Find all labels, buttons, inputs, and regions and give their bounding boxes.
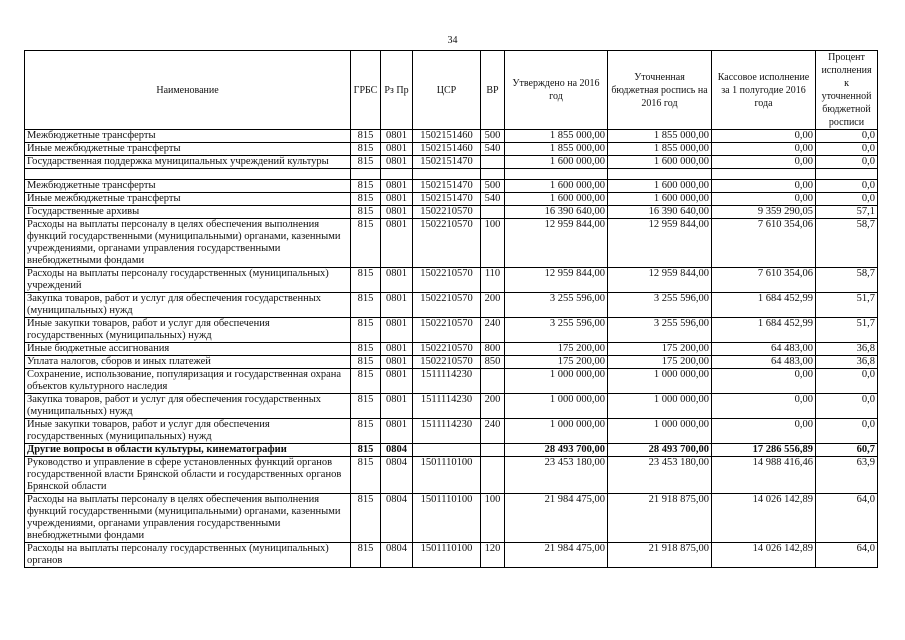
cell-grbs: 815 (351, 343, 381, 356)
cell-vr (481, 444, 505, 457)
cell-vr: 500 (481, 130, 505, 143)
cell-name: Другие вопросы в области культуры, кинематографии (25, 444, 351, 457)
table-row (25, 180, 878, 193)
cell-cash: 0,00 (712, 193, 816, 206)
cell-name: Межбюджетные трансферты (25, 180, 351, 193)
cell-name: Государственные архивы (25, 206, 351, 219)
cell-cash: 0,00 (712, 143, 816, 156)
cell-csr: 1502210570 (413, 318, 481, 343)
cell-refined: 3 255 596,00 (608, 293, 712, 318)
cell-percent: 0,0 (816, 180, 878, 193)
cell-cash: 0,00 (712, 394, 816, 419)
cell-percent: 36,8 (816, 356, 878, 369)
cell-percent: 60,7 (816, 444, 878, 457)
cell-csr: 1502151470 (413, 156, 481, 169)
cell-name: Иные межбюджетные трансферты (25, 143, 351, 156)
table-row (25, 457, 878, 494)
cell-name: Закупка товаров, работ и услуг для обеспечения государственных (муниципальных) нужд (25, 394, 351, 419)
cell-approved: 12 959 844,00 (505, 219, 608, 268)
cell-approved: 1 600 000,00 (505, 193, 608, 206)
cell-percent: 63,9 (816, 457, 878, 494)
cell-cash: 0,00 (712, 130, 816, 143)
cell-rzpr: 0801 (381, 143, 413, 156)
cell-cash: 64 483,00 (712, 343, 816, 356)
cell-approved: 1 600 000,00 (505, 180, 608, 193)
cell-vr: 850 (481, 356, 505, 369)
cell-rzpr: 0801 (381, 268, 413, 293)
cell-rzpr: 0801 (381, 343, 413, 356)
spacer-cell (481, 169, 505, 180)
table-row (25, 444, 878, 457)
cell-vr: 100 (481, 219, 505, 268)
table-row (25, 219, 878, 268)
cell-refined: 23 453 180,00 (608, 457, 712, 494)
cell-approved: 1 600 000,00 (505, 156, 608, 169)
cell-refined: 1 600 000,00 (608, 180, 712, 193)
cell-name: Уплата налогов, сборов и иных платежей (25, 356, 351, 369)
header-refined: Уточненная бюджетная роспись на 2016 год (608, 51, 712, 130)
cell-csr: 1502151460 (413, 130, 481, 143)
cell-name: Государственная поддержка муниципальных учреждений культуры (25, 156, 351, 169)
header-rzpr: Рз Пр (381, 51, 413, 130)
table-row (25, 193, 878, 206)
cell-grbs: 815 (351, 318, 381, 343)
cell-csr: 1502151470 (413, 193, 481, 206)
cell-name: Иные закупки товаров, работ и услуг для обеспечения государственных (муниципальных) нужд (25, 318, 351, 343)
cell-refined: 1 600 000,00 (608, 156, 712, 169)
cell-percent: 51,7 (816, 293, 878, 318)
cell-approved: 1 000 000,00 (505, 369, 608, 394)
cell-vr (481, 156, 505, 169)
header-name: Наименование (25, 51, 351, 130)
cell-rzpr: 0804 (381, 494, 413, 543)
cell-vr: 200 (481, 394, 505, 419)
cell-percent: 0,0 (816, 419, 878, 444)
table-row (25, 343, 878, 356)
cell-cash: 7 610 354,06 (712, 268, 816, 293)
cell-percent: 64,0 (816, 494, 878, 543)
spacer-cell (505, 169, 608, 180)
header-grbs: ГРБС (351, 51, 381, 130)
header-approved: Утверждено на 2016 год (505, 51, 608, 130)
cell-csr: 1502151470 (413, 180, 481, 193)
cell-rzpr: 0801 (381, 219, 413, 268)
table-row (25, 356, 878, 369)
header-percent: Процент исполнения к уточненной бюджетной росписи (816, 51, 878, 130)
table-row (25, 494, 878, 543)
cell-refined: 1 855 000,00 (608, 143, 712, 156)
cell-grbs: 815 (351, 419, 381, 444)
cell-refined: 12 959 844,00 (608, 219, 712, 268)
table-header-row (25, 51, 878, 130)
cell-rzpr: 0801 (381, 394, 413, 419)
table-row (25, 130, 878, 143)
cell-approved: 175 200,00 (505, 356, 608, 369)
cell-grbs: 815 (351, 444, 381, 457)
cell-percent: 0,0 (816, 130, 878, 143)
cell-name: Закупка товаров, работ и услуг для обеспечения государственных (муниципальных) нужд (25, 293, 351, 318)
cell-vr: 200 (481, 293, 505, 318)
cell-rzpr: 0801 (381, 180, 413, 193)
cell-grbs: 815 (351, 394, 381, 419)
cell-csr: 1502151460 (413, 143, 481, 156)
cell-name: Расходы на выплаты персоналу в целях обеспечения выполнения функций государственными (муниципальными) органами, казенными учреждениями, органами управления государственными внебюджетными фондами (25, 219, 351, 268)
cell-approved: 21 984 475,00 (505, 543, 608, 568)
cell-cash: 0,00 (712, 156, 816, 169)
cell-rzpr: 0801 (381, 356, 413, 369)
cell-cash: 0,00 (712, 180, 816, 193)
cell-name: Сохранение, использование, популяризация и государственная охрана объектов культурного наследия (25, 369, 351, 394)
cell-refined: 1 855 000,00 (608, 130, 712, 143)
table-row (25, 206, 878, 219)
cell-rzpr: 0804 (381, 444, 413, 457)
cell-grbs: 815 (351, 494, 381, 543)
cell-approved: 16 390 640,00 (505, 206, 608, 219)
cell-csr: 1511114230 (413, 369, 481, 394)
table-row (25, 369, 878, 394)
cell-grbs: 815 (351, 356, 381, 369)
table-row (25, 318, 878, 343)
cell-rzpr: 0804 (381, 543, 413, 568)
cell-grbs: 815 (351, 206, 381, 219)
cell-rzpr: 0804 (381, 457, 413, 494)
cell-vr (481, 457, 505, 494)
cell-percent: 0,0 (816, 193, 878, 206)
cell-approved: 23 453 180,00 (505, 457, 608, 494)
cell-refined: 1 000 000,00 (608, 394, 712, 419)
cell-grbs: 815 (351, 268, 381, 293)
header-vr: ВР (481, 51, 505, 130)
cell-refined: 1 000 000,00 (608, 419, 712, 444)
cell-csr: 1502210570 (413, 356, 481, 369)
cell-vr: 110 (481, 268, 505, 293)
header-csr: ЦСР (413, 51, 481, 130)
table-row (25, 293, 878, 318)
cell-cash: 14 988 416,46 (712, 457, 816, 494)
budget-table (24, 50, 878, 568)
cell-cash: 14 026 142,89 (712, 494, 816, 543)
cell-refined: 1 000 000,00 (608, 369, 712, 394)
cell-refined: 1 600 000,00 (608, 193, 712, 206)
cell-percent: 0,0 (816, 156, 878, 169)
cell-rzpr: 0801 (381, 193, 413, 206)
cell-grbs: 815 (351, 457, 381, 494)
cell-name: Межбюджетные трансферты (25, 130, 351, 143)
table-row (25, 419, 878, 444)
cell-grbs: 815 (351, 180, 381, 193)
table-row (25, 156, 878, 169)
cell-approved: 3 255 596,00 (505, 318, 608, 343)
cell-refined: 21 918 875,00 (608, 543, 712, 568)
cell-grbs: 815 (351, 156, 381, 169)
cell-rzpr: 0801 (381, 130, 413, 143)
cell-csr: 1501110100 (413, 457, 481, 494)
cell-vr: 540 (481, 193, 505, 206)
cell-approved: 1 855 000,00 (505, 130, 608, 143)
table-row (25, 268, 878, 293)
cell-rzpr: 0801 (381, 369, 413, 394)
spacer-cell (608, 169, 712, 180)
cell-refined: 12 959 844,00 (608, 268, 712, 293)
cell-approved: 21 984 475,00 (505, 494, 608, 543)
cell-approved: 28 493 700,00 (505, 444, 608, 457)
cell-cash: 0,00 (712, 419, 816, 444)
cell-vr: 240 (481, 318, 505, 343)
cell-approved: 12 959 844,00 (505, 268, 608, 293)
cell-percent: 0,0 (816, 394, 878, 419)
cell-name: Иные межбюджетные трансферты (25, 193, 351, 206)
cell-cash: 0,00 (712, 369, 816, 394)
cell-cash: 64 483,00 (712, 356, 816, 369)
cell-vr: 800 (481, 343, 505, 356)
cell-cash: 1 684 452,99 (712, 293, 816, 318)
cell-refined: 3 255 596,00 (608, 318, 712, 343)
table-row (25, 543, 878, 568)
cell-percent: 57,1 (816, 206, 878, 219)
cell-csr: 1502210570 (413, 293, 481, 318)
spacer-cell (413, 169, 481, 180)
cell-cash: 7 610 354,06 (712, 219, 816, 268)
cell-vr (481, 369, 505, 394)
cell-name: Иные закупки товаров, работ и услуг для обеспечения государственных (муниципальных) нужд (25, 419, 351, 444)
cell-percent: 64,0 (816, 543, 878, 568)
cell-rzpr: 0801 (381, 206, 413, 219)
spacer-cell (351, 169, 381, 180)
cell-approved: 1 000 000,00 (505, 419, 608, 444)
cell-grbs: 815 (351, 143, 381, 156)
spacer-cell (816, 169, 878, 180)
cell-csr (413, 444, 481, 457)
cell-name: Расходы на выплаты персоналу государственных (муниципальных) органов (25, 543, 351, 568)
cell-csr: 1502210570 (413, 219, 481, 268)
cell-cash: 1 684 452,99 (712, 318, 816, 343)
cell-rzpr: 0801 (381, 419, 413, 444)
cell-percent: 0,0 (816, 369, 878, 394)
cell-csr: 1501110100 (413, 543, 481, 568)
cell-grbs: 815 (351, 543, 381, 568)
cell-name: Расходы на выплаты персоналу в целях обеспечения выполнения функций государственными (муниципальными) органами, казенными учреждениями, органами управления государственными внебюджетными фондами (25, 494, 351, 543)
cell-percent: 36,8 (816, 343, 878, 356)
cell-grbs: 815 (351, 130, 381, 143)
cell-vr: 240 (481, 419, 505, 444)
spacer-row (25, 169, 878, 180)
cell-percent: 58,7 (816, 219, 878, 268)
cell-percent: 58,7 (816, 268, 878, 293)
cell-csr: 1511114230 (413, 419, 481, 444)
cell-approved: 1 855 000,00 (505, 143, 608, 156)
cell-csr: 1502210570 (413, 206, 481, 219)
cell-refined: 28 493 700,00 (608, 444, 712, 457)
cell-grbs: 815 (351, 369, 381, 394)
cell-vr (481, 206, 505, 219)
cell-cash: 9 359 290,05 (712, 206, 816, 219)
cell-approved: 175 200,00 (505, 343, 608, 356)
header-cash: Кассовое исполнение за 1 полугодие 2016 года (712, 51, 816, 130)
cell-refined: 16 390 640,00 (608, 206, 712, 219)
spacer-cell (712, 169, 816, 180)
cell-csr: 1501110100 (413, 494, 481, 543)
cell-csr: 1502210570 (413, 268, 481, 293)
cell-percent: 0,0 (816, 143, 878, 156)
spacer-cell (381, 169, 413, 180)
cell-approved: 1 000 000,00 (505, 394, 608, 419)
cell-approved: 3 255 596,00 (505, 293, 608, 318)
cell-vr: 100 (481, 494, 505, 543)
cell-vr: 500 (481, 180, 505, 193)
cell-csr: 1511114230 (413, 394, 481, 419)
table-body (25, 130, 878, 568)
cell-grbs: 815 (351, 193, 381, 206)
cell-name: Расходы на выплаты персоналу государственных (муниципальных) учреждений (25, 268, 351, 293)
cell-name: Иные бюджетные ассигнования (25, 343, 351, 356)
cell-rzpr: 0801 (381, 156, 413, 169)
cell-name: Руководство и управление в сфере установленных функций органов государственной власти Брянской области и государственных органов Брянской области (25, 457, 351, 494)
cell-vr: 120 (481, 543, 505, 568)
table-row (25, 394, 878, 419)
cell-cash: 17 286 556,89 (712, 444, 816, 457)
cell-csr: 1502210570 (413, 343, 481, 356)
cell-refined: 21 918 875,00 (608, 494, 712, 543)
cell-rzpr: 0801 (381, 293, 413, 318)
table-row (25, 143, 878, 156)
cell-percent: 51,7 (816, 318, 878, 343)
cell-refined: 175 200,00 (608, 356, 712, 369)
cell-rzpr: 0801 (381, 318, 413, 343)
page-number: 34 (447, 35, 458, 46)
cell-cash: 14 026 142,89 (712, 543, 816, 568)
cell-grbs: 815 (351, 219, 381, 268)
spacer-cell (25, 169, 351, 180)
cell-grbs: 815 (351, 293, 381, 318)
cell-refined: 175 200,00 (608, 343, 712, 356)
cell-vr: 540 (481, 143, 505, 156)
